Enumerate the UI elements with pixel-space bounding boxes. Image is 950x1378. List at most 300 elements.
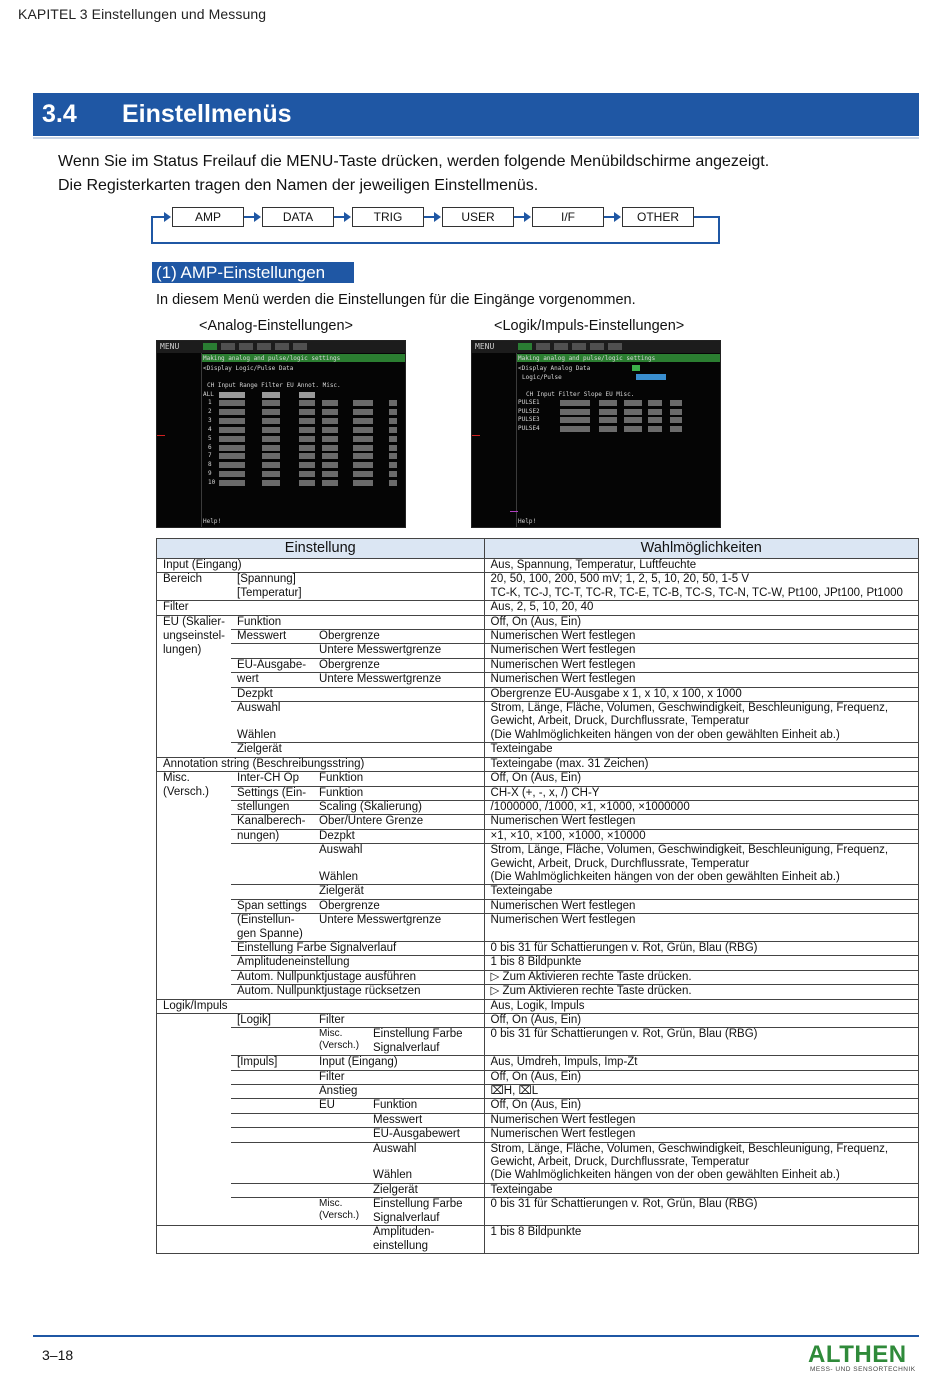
- table-cell-v: Numerischen Wert festlegen: [484, 1128, 918, 1142]
- screen-tab-other: [293, 343, 307, 350]
- table-cell-v: Off, On (Aus, Ein): [484, 615, 918, 629]
- screen-setting-cell: [299, 453, 315, 459]
- table-row: [157, 702, 919, 729]
- screen-setting-cell: [262, 409, 280, 415]
- table-cell-v: Numerischen Wert festlegen: [484, 914, 918, 942]
- screen-setting-cell: [599, 426, 617, 432]
- table-cell-c2: Messwert: [231, 630, 313, 644]
- screen-setting-cell: [353, 471, 373, 477]
- table-cell-c3: [313, 1113, 367, 1127]
- subsection-text: In diesem Menü werden die Einstellungen für die Eingänge vorgenommen.: [156, 292, 636, 308]
- screen-setting-cell: [219, 409, 245, 415]
- table-cell-c1: [157, 1028, 232, 1056]
- table-row: [157, 844, 919, 871]
- screen-setting-cell: [262, 400, 280, 406]
- screen-tab-if: [275, 343, 289, 350]
- screen-tab-trig: [554, 343, 568, 350]
- table-row: [157, 757, 919, 771]
- table-cell-v: Texteingabe (max. 31 Zeichen): [484, 757, 918, 771]
- table-row: [157, 786, 919, 800]
- table-cell-v: ▷ Zum Aktivieren rechte Taste drücken.: [484, 970, 918, 984]
- table-cell-c2: [231, 1198, 313, 1226]
- screen-setting-cell: [299, 427, 315, 433]
- table-row: [157, 743, 919, 757]
- screen-setting-cell: [299, 471, 315, 477]
- table-row: [157, 914, 919, 942]
- screen-channel-label: 9: [208, 470, 212, 478]
- table-cell-v: Aus, Umdreh, Impuls, Imp-Zt: [484, 1056, 918, 1070]
- settings-table: [156, 538, 919, 1254]
- table-cell-c1: [157, 956, 232, 970]
- screen-help: Help!: [518, 518, 537, 525]
- screen-tab-if: [590, 343, 604, 350]
- screen-help: Help!: [203, 518, 222, 525]
- intro-line-1: Wenn Sie im Status Freilauf die MENU-Taste drücken, werden folgende Menübildschirme angezeigt.: [58, 153, 770, 170]
- table-cell-c3: Wählen: [313, 871, 484, 885]
- tab-amp[interactable]: AMP: [172, 207, 244, 227]
- table-cell-v: 0 bis 31 für Schattierungen v. Rot, Grün, Blau (RBG): [484, 1028, 918, 1056]
- table-cell-c2: [231, 1142, 313, 1169]
- screen-setting-cell: [219, 462, 245, 468]
- screen-setting-cell: [299, 480, 315, 486]
- table-cell-c2: stellungen: [231, 800, 313, 814]
- table-cell-c3: Misc. (Versch.): [313, 1198, 367, 1226]
- screen-setting-cell: [262, 436, 280, 442]
- section-band: [33, 93, 919, 136]
- table-cell-c2: Zielgerät: [231, 743, 484, 757]
- table-cell-c4: Messwert: [367, 1113, 484, 1127]
- table-cell-c1: [157, 1198, 232, 1226]
- table-cell-c3: Zielgerät: [313, 885, 484, 899]
- table-cell-c3: Dezpkt: [313, 829, 484, 843]
- screen-tab-other: [608, 343, 622, 350]
- table-cell-v: Aus, Logik, Impuls: [484, 999, 918, 1013]
- table-cell-c1: ungseinstel-: [163, 629, 226, 642]
- table-row: [157, 1014, 919, 1028]
- table-cell-c1: [157, 1070, 232, 1084]
- intro-text: [58, 150, 769, 198]
- table-row: [157, 772, 919, 786]
- tab-if[interactable]: I/F: [532, 207, 604, 227]
- screen-channel-label: 5: [208, 434, 212, 442]
- intro-line-2: Die Registerkarten tragen den Namen der jeweiligen Einstellmenüs.: [58, 177, 539, 194]
- table-cell-v: Texteingabe: [484, 885, 918, 899]
- table-cell-c1: EU (Skalier-: [163, 615, 225, 628]
- table-cell-c1: [157, 658, 232, 672]
- table-cell-c2: [Logik]: [231, 1014, 313, 1028]
- table-cell-c1: [157, 687, 232, 701]
- table-cell-c2: [231, 871, 313, 885]
- screen-setting-cell: [322, 480, 338, 486]
- table-cell-c2: [231, 1113, 313, 1127]
- screen-checkbox: [632, 365, 640, 371]
- screen-setting-cell: [389, 453, 397, 459]
- flow-arrow: [254, 212, 261, 222]
- table-cell-c3: [313, 1169, 367, 1183]
- table-cell-c1: [157, 587, 232, 601]
- screen-setting-cell: [389, 480, 397, 486]
- table-cell-c4: Wählen: [367, 1169, 484, 1183]
- table-cell-c2: wert: [231, 673, 313, 687]
- table-cell-v: Off, On (Aus, Ein): [484, 1099, 918, 1113]
- logo-tagline: MESS- UND SENSORTECHNIK: [810, 1366, 916, 1373]
- table-cell-v: Numerischen Wert festlegen: [484, 658, 918, 672]
- table-cell-c2: [231, 1128, 313, 1142]
- table-row: [157, 587, 919, 601]
- althen-logo: [806, 1341, 920, 1375]
- table-cell-c3: Obergrenze: [313, 630, 484, 644]
- screen-channel-label: 10: [208, 479, 216, 487]
- section-band-underline: [33, 137, 919, 139]
- table-row: [157, 899, 919, 913]
- table-cell-v: CH-X (+, -, x, /) CH-Y: [484, 786, 918, 800]
- flow-arrow: [614, 212, 621, 222]
- table-cell-v: Numerischen Wert festlegen: [484, 815, 918, 829]
- flow-arrow: [344, 212, 351, 222]
- table-row: [157, 630, 919, 644]
- screen-setting-cell: [353, 436, 373, 442]
- screen-tab-trig: [239, 343, 253, 350]
- table-cell-c1: [157, 1169, 232, 1183]
- table-cell-c2: (Einstellun-gen Spanne): [231, 914, 313, 942]
- flow-arrow: [524, 212, 531, 222]
- table-row: [157, 885, 919, 899]
- table-row: [157, 559, 919, 573]
- table-cell-c3: Untere Messwertgrenze: [313, 644, 484, 658]
- table-cell-c2: Autom. Nullpunktjustage rücksetzen: [231, 985, 484, 999]
- table-cell-v: Aus, 2, 5, 10, 20, 40: [484, 601, 918, 615]
- screen-title: Making analog and pulse/logic settings: [518, 355, 656, 362]
- screen-setting-cell: [389, 436, 397, 442]
- table-cell-c3: Ober/Untere Grenze: [313, 815, 484, 829]
- table-cell-v: Numerischen Wert festlegen: [484, 1113, 918, 1127]
- table-cell-c2: Span settings: [231, 899, 313, 913]
- screen-setting-cell: [389, 462, 397, 468]
- screen-setting-cell: [389, 418, 397, 424]
- table-cell-c3: [313, 1128, 367, 1142]
- logo-wordmark: ALTHEN: [808, 1341, 907, 1368]
- flow-arrow: [434, 212, 441, 222]
- table-cell-c1: Annotation string (Beschreibungsstring): [157, 757, 485, 771]
- table-row: [157, 601, 919, 615]
- table-cell-c1: [157, 941, 232, 955]
- table-cell-c4: Zielgerät: [367, 1183, 484, 1197]
- screen-setting-cell: [389, 400, 397, 406]
- table-cell-c1: [157, 800, 232, 814]
- table-cell-c2: [Temperatur]: [231, 587, 484, 601]
- table-cell-c2: Wählen: [231, 729, 484, 743]
- screen-setting-cell: [262, 427, 280, 433]
- tab-trig[interactable]: TRIG: [352, 207, 424, 227]
- table-row: [157, 673, 919, 687]
- screen-setting-cell: [624, 409, 642, 415]
- table-cell-v: Strom, Länge, Fläche, Volumen, Geschwindigkeit, Beschleunigung, Frequenz, Gewicht, Arbeit, Druck, Durchflussrate, Temperatur: [484, 702, 918, 729]
- table-row: [157, 1028, 919, 1056]
- screen-setting-cell: [648, 409, 662, 415]
- screen-setting-cell: [219, 400, 245, 406]
- caption-logic-pulse: <Logik/Impuls-Einstellungen>: [494, 318, 685, 334]
- table-cell-c1: [157, 844, 232, 871]
- table-cell-v: Numerischen Wert festlegen: [484, 899, 918, 913]
- table-cell-c1: Logik/Impuls: [157, 999, 485, 1013]
- table-cell-c1: Bereich: [163, 573, 202, 586]
- screen-setting-cell: [219, 427, 245, 433]
- screen-setting-cell: [322, 453, 338, 459]
- screen-setting-cell: [353, 445, 373, 451]
- table-cell-c1: [157, 829, 232, 843]
- table-cell-c1: [157, 985, 232, 999]
- table-row: [157, 1128, 919, 1142]
- screen-setting-cell: [322, 409, 338, 415]
- table-cell-c1: (Versch.): [163, 786, 210, 798]
- table-row: [157, 1198, 919, 1226]
- table-head-choices: Wahlmöglichkeiten: [484, 539, 918, 559]
- screen-setting-cell: [560, 400, 590, 406]
- screen-setting-cell: [219, 480, 245, 486]
- screen-setting-cell: [624, 400, 642, 406]
- table-cell-c2: Autom. Nullpunktjustage ausführen: [231, 970, 484, 984]
- table-row: [157, 1226, 919, 1254]
- table-cell-c2: [231, 1099, 313, 1113]
- table-cell-v: Off, On (Aus, Ein): [484, 1070, 918, 1084]
- table-cell-v: /1000000, /1000, ×1, ×1000, ×1000000: [484, 800, 918, 814]
- table-cell-c1: [157, 1099, 232, 1113]
- screen-divider: [516, 353, 517, 528]
- screen-setting-cell: [299, 436, 315, 442]
- screen-row-all: ALL: [203, 391, 214, 398]
- table-cell-v: TC-K, TC-J, TC-T, TC-R, TC-E, TC-B, TC-S, TC-N, TC-W, Pt100, JPt100, Pt1000: [484, 587, 918, 601]
- table-cell-v: 1 bis 8 Bildpunkte: [484, 956, 918, 970]
- table-cell-c3: Obergrenze: [313, 899, 484, 913]
- screen-channel-label: 2: [208, 407, 212, 415]
- screen-setting-cell: [599, 400, 617, 406]
- tab-other[interactable]: OTHER: [622, 207, 694, 227]
- table-cell-v: ×1, ×10, ×100, ×1000, ×10000: [484, 829, 918, 843]
- table-row: [157, 829, 919, 843]
- table-head-setting: Einstellung: [157, 539, 485, 559]
- table-cell-c2: [231, 844, 313, 871]
- table-cell-v: Strom, Länge, Fläche, Volumen, Geschwindigkeit, Beschleunigung, Frequenz, Gewicht, Arbeit, Druck, Durchflussrate, Temperatur: [484, 1142, 918, 1169]
- table-row: [157, 1085, 919, 1099]
- caption-analog: <Analog-Einstellungen>: [199, 318, 353, 334]
- table-cell-c3: Obergrenze: [313, 658, 484, 672]
- section-number: 3.4: [42, 100, 77, 128]
- table-cell-c2: Amplitudeneinstellung: [231, 956, 484, 970]
- screen-red-marker: [472, 435, 480, 436]
- screen-setting-cell: [299, 418, 315, 424]
- screen-setting-cell: [322, 418, 338, 424]
- table-row: [157, 1142, 919, 1169]
- screen-setting-cell: [262, 453, 280, 459]
- table-row: [157, 615, 919, 629]
- screen-setting-cell: [219, 445, 245, 451]
- screen-setting-cell: [353, 400, 373, 406]
- table-cell-v: 20, 50, 100, 200, 500 mV; 1, 2, 5, 10, 20, 50, 1-5 V: [484, 573, 918, 587]
- screen-setting-cell: [219, 436, 245, 442]
- table-row: [157, 573, 919, 587]
- table-cell-v: Off, On (Aus, Ein): [484, 1014, 918, 1028]
- screen-setting-cell: [389, 445, 397, 451]
- screen-setting-cell: [322, 427, 338, 433]
- screen-tab-user: [572, 343, 586, 350]
- table-cell-c1: [157, 1085, 232, 1099]
- table-cell-c3: Input (Eingang): [313, 1056, 484, 1070]
- table-cell-c1: [157, 673, 232, 687]
- table-cell-c2: [Impuls]: [231, 1056, 313, 1070]
- table-cell-c1: Input (Eingang): [157, 559, 485, 573]
- screen-setting-cell: [389, 471, 397, 477]
- table-cell-c1: Misc.: [163, 772, 190, 785]
- table-cell-c1: [157, 914, 232, 942]
- menu-tab-flow: [151, 207, 720, 247]
- table-cell-c3: Misc. (Versch.): [313, 1028, 367, 1056]
- screen-setting-cell: [670, 400, 682, 406]
- table-cell-v: Strom, Länge, Fläche, Volumen, Geschwindigkeit, Beschleunigung, Frequenz, Gewicht, Arbeit, Druck, Durchflussrate, Temperatur: [484, 844, 918, 871]
- screen-setting-cell: [322, 445, 338, 451]
- screen-setting-cell: [670, 409, 682, 415]
- table-cell-c1: [157, 729, 232, 743]
- table-row: [157, 1070, 919, 1084]
- page-number: 3–18: [42, 1347, 74, 1363]
- screen-channel-label: 4: [208, 425, 212, 433]
- screen-setting-cell: [322, 436, 338, 442]
- table-cell-v: Off, On (Aus, Ein): [484, 772, 918, 786]
- table-row: [157, 1169, 919, 1183]
- screen-title: Making analog and pulse/logic settings: [203, 355, 341, 362]
- table-cell-c2: [231, 1028, 313, 1056]
- screen-divider: [201, 353, 202, 528]
- tab-data[interactable]: DATA: [262, 207, 334, 227]
- table-cell-c2: Einstellung Farbe Signalverlauf: [231, 941, 484, 955]
- screen-channel-label: 8: [208, 461, 212, 469]
- table-cell-c2: Kanalberech-: [231, 815, 313, 829]
- screen-setting-cell: [624, 426, 642, 432]
- screen-setting-cell: [648, 400, 662, 406]
- table-cell-c1: lungen): [163, 643, 202, 656]
- screen-subtitle: <Display Logic/Pulse Data: [203, 365, 294, 372]
- screen-channel-label: PULSE1: [518, 399, 540, 406]
- subsection-title: (1) AMP-Einstellungen: [152, 262, 354, 283]
- screen-setting-cell: [560, 426, 590, 432]
- tab-user[interactable]: USER: [442, 207, 514, 227]
- flow-line-right: [718, 216, 720, 244]
- table-row: [157, 1183, 919, 1197]
- screen-channel-label: PULSE4: [518, 424, 540, 432]
- table-cell-c3: Filter: [313, 1014, 484, 1028]
- table-cell-c4: Funktion: [367, 1099, 484, 1113]
- screen-tab-amp: [203, 343, 217, 350]
- table-row: [157, 970, 919, 984]
- table-cell-c2: nungen): [231, 829, 313, 843]
- flow-line-left: [151, 216, 153, 244]
- screen-setting-cell: [560, 417, 590, 423]
- table-cell-c2: [231, 1169, 313, 1183]
- table-cell-v: (Die Wahlmöglichkeiten hängen von der oben gewählten Einheit ab.): [484, 729, 918, 743]
- flow-line-bottom: [151, 242, 720, 244]
- screen-setting-cell: [353, 453, 373, 459]
- screen-setting-cell: [262, 445, 280, 451]
- table-cell-c1: [157, 1142, 232, 1169]
- table-cell-c2: [Spannung]: [237, 573, 296, 586]
- table-cell-c1: [157, 885, 232, 899]
- screen-setting-cell: [670, 426, 682, 432]
- table-cell-c1: [157, 1056, 232, 1070]
- table-row: [157, 644, 919, 658]
- table-cell-c1: [157, 1014, 232, 1028]
- screen-setting-cell: [353, 480, 373, 486]
- table-cell-c3: Filter: [313, 1070, 484, 1084]
- screen-tab-data: [536, 343, 550, 350]
- screen-setting-cell: [648, 426, 662, 432]
- screenshot-analog-settings: [156, 340, 406, 528]
- screen-setting-cell: [299, 392, 315, 398]
- flow-line-start: [151, 216, 165, 218]
- table-cell-c3: Untere Messwertgrenze: [313, 673, 484, 687]
- screen-setting-cell: [599, 409, 617, 415]
- table-cell-v: Numerischen Wert festlegen: [484, 673, 918, 687]
- table-cell-v: Obergrenze EU-Ausgabe x 1, x 10, x 100, x 1000: [484, 687, 918, 701]
- table-cell-c1: Filter: [157, 601, 485, 615]
- screen-setting-cell: [670, 417, 682, 423]
- table-cell-c3: Scaling (Skalierung): [313, 800, 484, 814]
- table-cell-c1: [157, 1226, 232, 1254]
- screen-setting-cell: [648, 417, 662, 423]
- table-cell-c1: [157, 970, 232, 984]
- screen-setting-cell: [299, 400, 315, 406]
- screen-purple-marker: [510, 511, 518, 512]
- table-cell-v: 0 bis 31 für Schattierungen v. Rot, Grün, Blau (RBG): [484, 1198, 918, 1226]
- section-title: Einstellmenüs: [122, 100, 292, 128]
- table-cell-c4: Auswahl: [373, 1142, 417, 1155]
- screen-channel-label: 1: [208, 399, 212, 406]
- screen-channel-label: PULSE2: [518, 407, 540, 415]
- table-row: [157, 985, 919, 999]
- screen-setting-cell: [389, 427, 397, 433]
- screen-setting-cell: [353, 409, 373, 415]
- table-row: [157, 729, 919, 743]
- table-cell-v: ⌧H, ⌧L: [484, 1085, 918, 1099]
- table-cell-c1: [157, 743, 232, 757]
- screen-setting-cell: [599, 417, 617, 423]
- screen-setting-cell: [353, 427, 373, 433]
- screen-tab-amp: [518, 343, 532, 350]
- screen-setting-cell: [219, 471, 245, 477]
- flow-line-end: [694, 216, 720, 218]
- table-cell-c3: [313, 1183, 367, 1197]
- screen-setting-cell: [299, 462, 315, 468]
- table-cell-c3: Auswahl: [319, 844, 363, 857]
- table-cell-v: ▷ Zum Aktivieren rechte Taste drücken.: [484, 985, 918, 999]
- screen-setting-cell: [353, 462, 373, 468]
- table-cell-c3: [313, 1142, 367, 1169]
- screenshot-logic-pulse-settings: [471, 340, 721, 528]
- screen-setting-cell: [262, 392, 280, 398]
- table-row: [157, 1113, 919, 1127]
- screen-setting-cell: [219, 392, 245, 398]
- table-row: [157, 815, 919, 829]
- table-cell-c3: Funktion: [313, 772, 484, 786]
- screen-setting-cell: [560, 409, 590, 415]
- screen-subtitle: <Display Analog Data: [518, 365, 591, 372]
- table-cell-c1: [157, 1183, 232, 1197]
- table-cell-c4: Einstellung Farbe Signalverlauf: [367, 1198, 484, 1226]
- table-cell-c4: EU-Ausgabewert: [367, 1128, 484, 1142]
- table-cell-v: 0 bis 31 für Schattierungen v. Rot, Grün, Blau (RBG): [484, 941, 918, 955]
- table-cell-v: Texteingabe: [484, 1183, 918, 1197]
- screen-channel-label: PULSE3: [518, 416, 540, 423]
- table-cell-c1: [157, 1113, 232, 1127]
- table-cell-c3: EU: [313, 1099, 367, 1113]
